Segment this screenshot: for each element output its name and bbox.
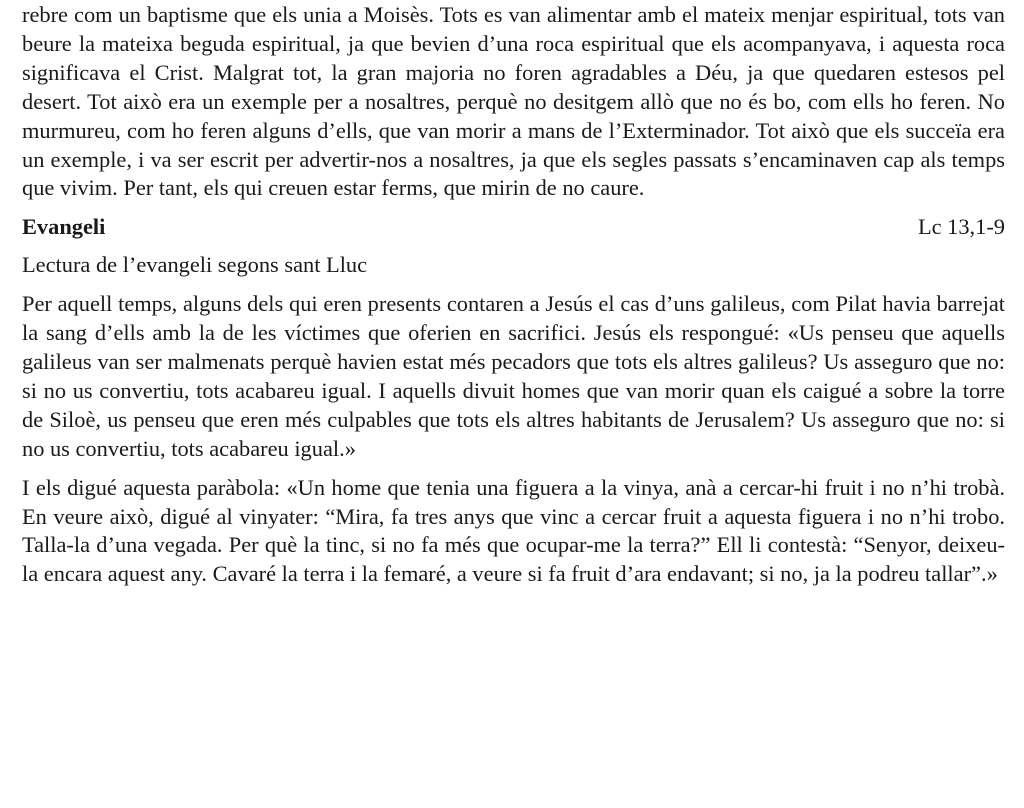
gospel-paragraph-2: I els digué aquesta paràbola: «Un home que tenia una figuera a la vinya, anà a cercar-hi fruit i no n’hi trobà. En veure això, digué al vinyater: “Mira, fa tres anys que vinc a cercar fruit a aquesta figuera i no n’hi trobo. Talla-la d’una vegada. Per què la tinc, si no fa més que ocupar-me la terra?” Ell li contestà: “Senyor, deixeu-la encara aquest any. Cavaré la terra i la femaré, a veure si fa fruit d’ara endavant; si no, ja la podreu tallar”.» xyxy=(22,474,1005,587)
gospel-paragraph-1: Per aquell temps, alguns dels qui eren presents contaren a Jesús el cas d’uns galileus, com Pilat havia barrejat la sang d’ells amb la de les víctimes que oferien en sacrifici. Jesús els respongué: «Us penseu que aquells galileus van ser malmenats perquè havien estat més pecadors que tots els altres galileus? Us asseguro que no: si no us convertiu, tots acabareu igual. I aquells divuit homes que van morir quan els caigué a sobre la torre de Siloè, us penseu que eren més culpables que tots els altres habitants de Jerusalem? Us asseguro que no: si no us convertiu, tots acabareu igual.» xyxy=(22,291,1005,461)
first-reading-paragraph: rebre com un baptisme que els unia a Moisès. Tots es van alimentar amb el mateix menjar espiritual, tots van beure la mateixa beguda espiritual, ja que bevien d’una roca espiritual que els acompanyava, i aquesta roca significava el Crist. Malgrat tot, la gran majoria no foren agradables a Déu, ja que quedaren estesos pel desert. Tot això era un exemple per a nosaltres, perquè no desitgem allò que no és bo, com ells ho feren. No murmureu, com ho feren alguns d’ells, que van morir a mans de l’Exterminador. Tot això que els succeïa era un exemple, i va ser escrit per advertir-nos a nosaltres, ja que els segles passats s’encaminaven cap als temps que vivim. Per tant, els qui creuen estar ferms, que mirin de no caure. xyxy=(22,2,1005,201)
section-title: Evangeli xyxy=(22,214,106,240)
section-heading xyxy=(22,213,1005,242)
document-page xyxy=(22,0,1005,589)
scripture-reference: Lc 13,1-9 xyxy=(917,214,1005,240)
reading-intro: Lectura de l’evangeli segons sant Lluc xyxy=(22,252,368,278)
